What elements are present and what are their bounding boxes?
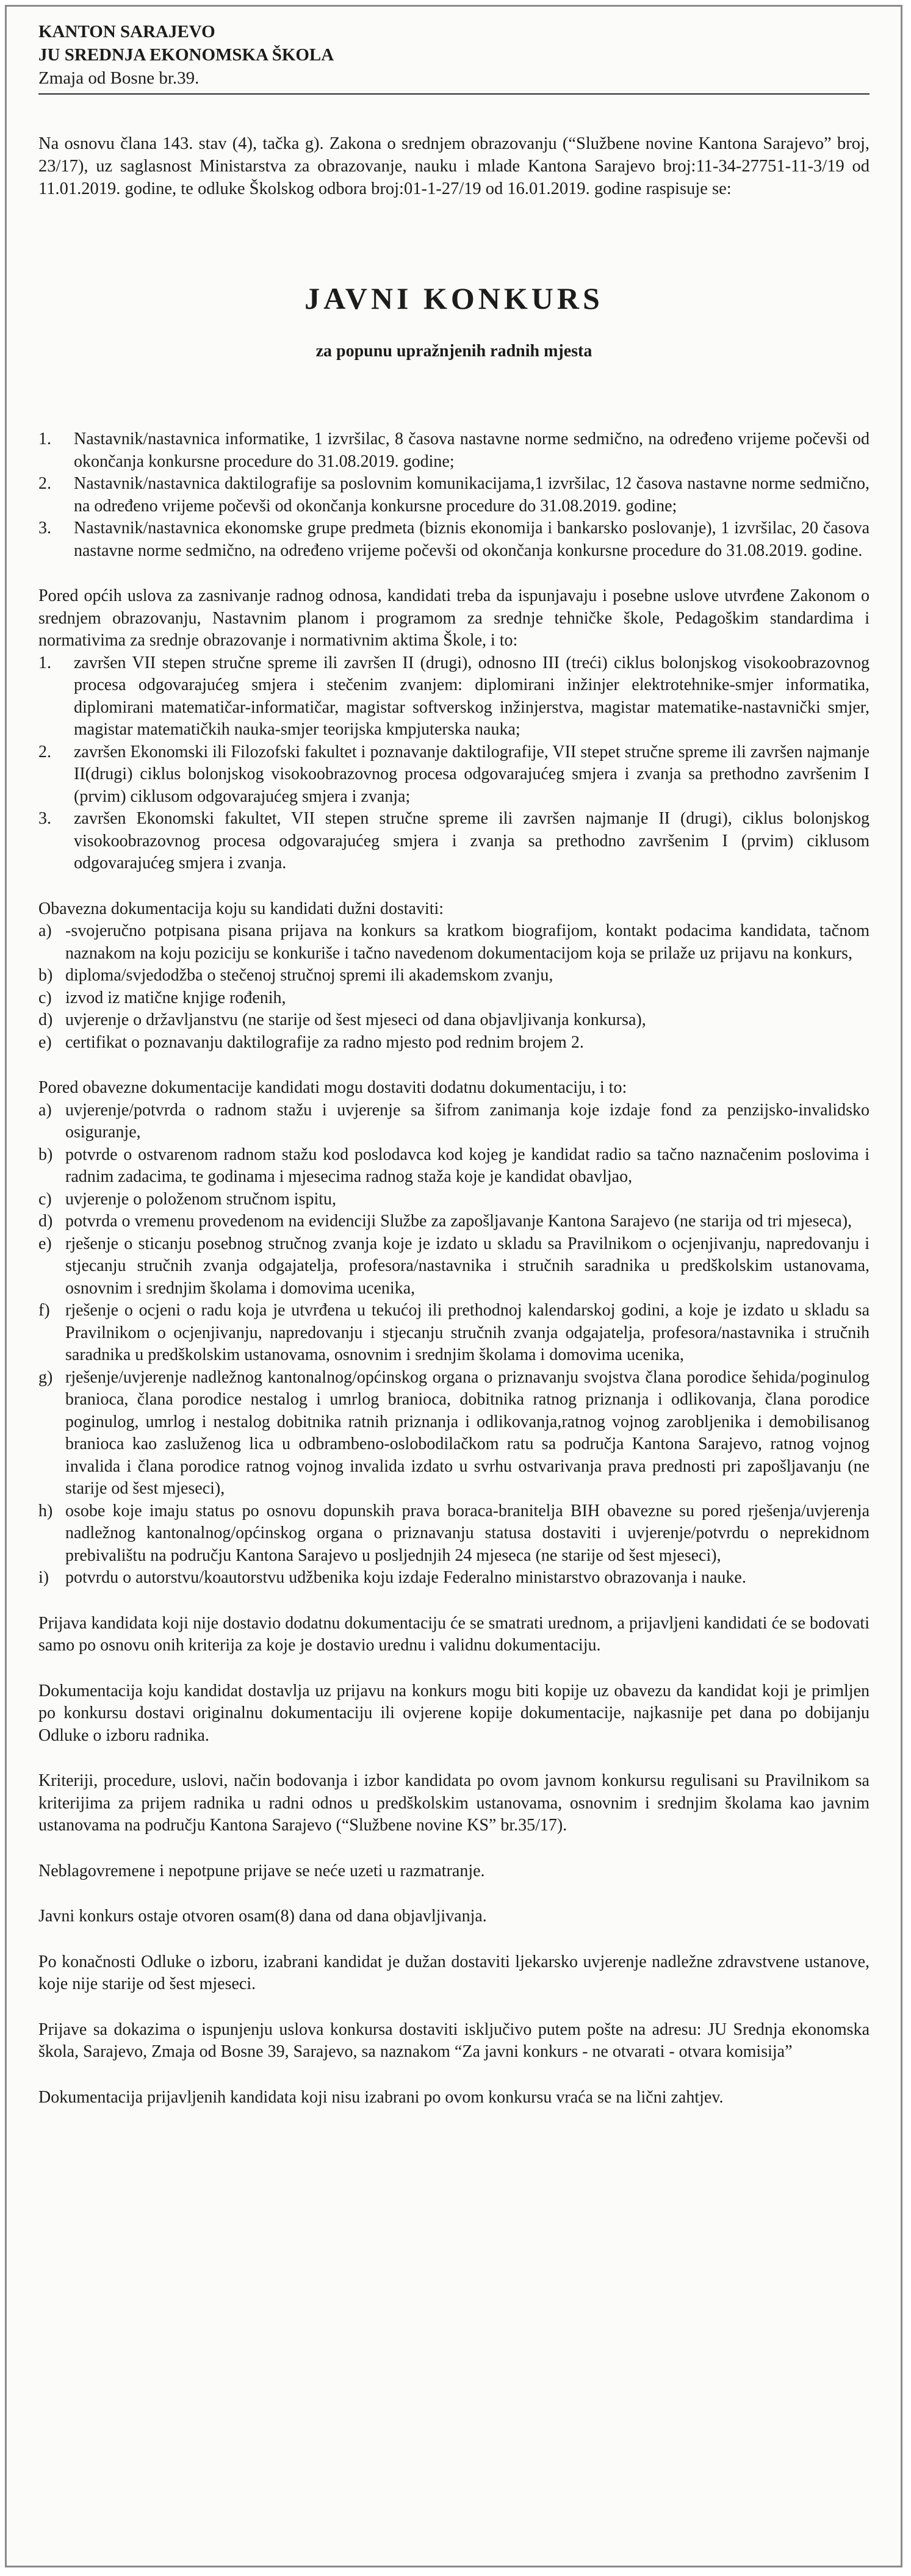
mandatory-doc-letter: c) [38, 988, 52, 1007]
document-header [38, 20, 870, 90]
additional-doc-letter: e) [38, 1234, 52, 1253]
condition-text: završen Ekonomski ili Filozofski fakultet i poznavanje daktilografije, VII stepet stručne spreme ili završen najmanje II(drugi) ciklus bolonjskog visokoobrazovnog procesa odgovarajućeg smjera i zvanja sa prethodno završenim I (prvim) ciklusom odgovarajućeg smjera i zvanja; [74, 742, 870, 806]
mandatory-doc-letter: d) [38, 1010, 53, 1029]
intro-paragraph: Na osnovu člana 143. stav (4), tačka g). Zakona o srednjem obrazovanju (“Službene novine Kantona Sarajevo” broj, 23/17), uz saglasnost Ministarstva za obrazovanje, nauku i mlade Kantona Sarajevo broj:11-34-27751-11-3/19 od 11.01.2019. godine, te odluke Školskog odbora broj:01-1-27/19 od 16.01.2019. godine raspisuje se: [38, 134, 870, 198]
additional-doc-letter: f) [38, 1301, 50, 1320]
notice-page [5, 5, 902, 2567]
position-text: Nastavnik/nastavnica daktilografije sa poslovnim komunikacijama,1 izvršilac, 12 časova nastavne norme sedmično, na određeno vrijeme počevši od okončanja konkursne procedure do 31.08.2019. godine; [74, 474, 870, 516]
mandatory-doc-item [38, 920, 870, 965]
school-name: JU SREDNJA EKONOMSKA ŠKOLA [38, 45, 334, 65]
condition-text: završen VII stepen stručne spreme ili završen II (drugi), odnosno III (treći) ciklus bolonjskog visokoobrazovnog procesa odgovarajućeg smjera i stečenim zvanjem: diplomirani inžinjer elektrotehnike-smjer informatika, diplomirani matematičar-informatičar, magistar softverskog inžinjerstva, magistar matematike-nastavnički smjer, magistar matematičkih nauka-smjer teorijska kmpjuterska nauka; [74, 653, 870, 739]
mandatory-doc-item [38, 965, 870, 987]
additional-doc-item [38, 1189, 870, 1211]
additional-doc-letter: b) [38, 1145, 53, 1164]
mandatory-doc-item [38, 987, 870, 1010]
additional-doc-text: uvjerenje/potvrda o radnom stažu i uvjerenje sa šifrom zanimanja koje izdaje fond za penzijsko-invalidsko osiguranje, [65, 1100, 870, 1142]
additional-docs-intro: Pored obavezne dokumentacije kandidati mogu dostaviti dodatnu dokumentaciju, i to: [38, 1078, 627, 1097]
paragraph-returned-documents: Dokumentacija prijavljenih kandidata koji nisu izabrani po ovom konkursu vraća se na lični zahtjev. [38, 2087, 724, 2107]
paragraph-submission-address: Prijave sa dokazima o ispunjenju uslova konkursa dostaviti isključivo putem pošte na adresu: JU Srednja ekonomska škola, Sarajevo, Zmaja od Bosne 39, Sarajevo, sa naznakom “Za javni konkurs - ne otvarati - otvara komisija” [38, 2020, 870, 2061]
position-text: Nastavnik/nastavnica informatike, 1 izvršilac, 8 časova nastavne norme sedmično, na određeno vrijeme počevši od okončanja konkursne procedure do 31.08.2019. godine; [74, 430, 870, 471]
paragraph-late-applications: Neblagovremene i nepotpune prijave se neće uzeti u razmatranje. [38, 1861, 485, 1880]
mandatory-doc-item [38, 1009, 870, 1032]
paragraph-duration: Javni konkurs ostaje otvoren osam(8) dana od dana objavljivanja. [38, 1907, 487, 1926]
additional-doc-item [38, 1367, 870, 1500]
canton-name: KANTON SARAJEVO [38, 22, 215, 41]
additional-doc-letter: a) [38, 1100, 52, 1120]
additional-docs-section [38, 1077, 870, 1589]
mandatory-doc-text: uvjerenje o državljanstvu (ne starije od šest mjeseci od dana objavljivanja konkursa), [65, 1010, 646, 1029]
additional-doc-letter: d) [38, 1212, 53, 1231]
notice-content [38, 20, 870, 2109]
school-address: Zmaja od Bosne br.39. [38, 68, 200, 88]
mandatory-doc-letter: b) [38, 966, 53, 985]
additional-doc-text: potvrda o vremenu provedenom na evidenciji Službe za zapošljavanje Kantona Sarajevo (ne starija od tri mjeseca), [65, 1212, 852, 1231]
additional-doc-item [38, 1211, 870, 1233]
position-number: 1. [38, 430, 51, 448]
conditions-intro: Pored općih uslova za zasnivanje radnog odnosa, kandidati treba da ispunjavaju i posebne uslove utvrđene Zakonom o srednjem obrazovanju, Nastavnim planom i programom za srednje tehničke škole, Pedagoškim standardima i normativima za srednje obrazovanje i normativnim aktima Škole, i to: [38, 586, 870, 650]
paragraph-copies: Dokumentacija koju kandidat dostavlja uz prijavu na konkurs mogu biti kopije uz obavezu da kandidat koji je primljen po konkursu dostavi originalnu dokumentaciju ili ovjerene kopije dokumentacije, najkasnije pet dana po dobijanju Odluke o izboru radnika. [38, 1681, 870, 1745]
additional-doc-item [38, 1300, 870, 1367]
additional-doc-text: uvjerenje o položenom stručnom ispitu, [65, 1189, 337, 1209]
additional-doc-letter: g) [38, 1367, 53, 1387]
condition-text: završen Ekonomski fakultet, VII stepen stručne spreme ili završen najmanje II (drugi), ciklus bolonjskog visokoobrazovnog procesa odgovarajućeg smjera i zvanja sa prethodno završenim I (prvim) ciklusom odgovarajućeg smjera i zvanja. [74, 809, 870, 872]
notice-title: JAVNI KONKURS [304, 281, 603, 315]
mandatory-doc-text: -svojeručno potpisana pisana prijava na konkurs sa kratkom biografijom, kontakt podacima kandidata, tačnom naznakom na koju poziciju se konkuriše i tačno navedenom dokumentacijom koja se prilaže uz prijavu na konkurs, [65, 921, 870, 963]
additional-doc-letter: c) [38, 1189, 52, 1209]
position-text: Nastavnik/nastavnica ekonomske grupe predmeta (biznis ekonomija i bankarsko poslovanje), 1 izvršilac, 20 časova nastavne norme sedmično, na određeno vrijeme počevši od okončanja konkursne procedure do 31.08.2019. godine. [74, 519, 870, 560]
additional-doc-item [38, 1099, 870, 1144]
conditions-section [38, 585, 870, 875]
additional-doc-letter: h) [38, 1501, 53, 1520]
additional-doc-text: potvrde o ostvarenom radnom stažu kod poslodavca kod kojeg je kandidat radio sa tačno naznačenim poslovima i radnim zadacima, te godinama i mjesecima radnog staža koje je kandidat obavljao, [65, 1145, 870, 1186]
additional-doc-text: rješenje/uvjerenje nadležnog kantonalnog/općinskog organa o priznavanju svojstva člana porodice šehida/poginulog branioca, člana porodice nestalog i umrlog branioca, dobitnika ratnog priznanja i odlikovanja, člana porodice poginulog, umrlog i nestalog dobitnika ratnih priznanja i odlikovanja,ratnog vojnog zarobljenika i demobilisanog branioca kao zasluženog lica u odbrambeno-oslobodilačkom ratu sa područja Kantona Sarajevo, ratnog vojnog invalida i člana porodice ratnog vojnog invalida izdato u svrhu ostvarivanja prava prednosti pri zapošljavanju (ne starije od šest mjeseci), [65, 1367, 870, 1498]
additional-doc-item [38, 1567, 870, 1589]
position-item [38, 517, 870, 562]
condition-number: 1. [38, 653, 51, 672]
position-number: 2. [38, 474, 51, 493]
notice-subtitle: za popunu upražnjenih radnih mjesta [315, 342, 592, 361]
condition-item [38, 652, 870, 741]
condition-number: 2. [38, 742, 51, 761]
mandatory-docs-section [38, 898, 870, 1054]
additional-doc-item [38, 1500, 870, 1567]
mandatory-doc-item [38, 1032, 870, 1054]
additional-doc-letter: i) [38, 1568, 49, 1587]
additional-doc-item [38, 1233, 870, 1300]
paragraph-incomplete-docs: Prijava kandidata koji nije dostavio dodatnu dokumentaciju će se smatrati urednom, a prijavljeni kandidati će se bodovati samo po osnovu onih kriterija za koje je dostavio urednu i validnu dokumentaciju. [38, 1613, 870, 1655]
mandatory-doc-text: izvod iz matične knjige rođenih, [65, 988, 286, 1007]
additional-doc-text: rješenje o sticanju posebnog stručnog zvanja koje je izdato u skladu sa Pravilnikom o ocjenjivanju, napredovanju i stjecanju stručnih zvanja odgajatelja, profesora/nastavnika i stručnih saradnika u predškolskim ustanovama, osnovnim i srednjim školama i domovima ucenika, [65, 1234, 870, 1298]
paragraph-criteria: Kriteriji, procedure, uslovi, način bodovanja i izbor kandidata po ovom javnom konkursu regulisani su Pravilnikom sa kriterijima za prijem radnika u radni odnos u predškolskim ustanovama, osnovnim i srednjim školama kao javnim ustanovama na području Kantona Sarajevo (“Službene novine KS” br.35/17). [38, 1771, 870, 1835]
condition-number: 3. [38, 809, 51, 828]
header-divider [38, 93, 870, 95]
positions-list [38, 428, 870, 562]
mandatory-docs-intro: Obavezna dokumentacija koju su kandidati dužni dostaviti: [38, 899, 444, 918]
mandatory-doc-text: diploma/svjedodžba o stečenoj stručnoj spremi ili akademskom zvanju, [65, 966, 553, 985]
additional-doc-item [38, 1144, 870, 1189]
mandatory-doc-letter: a) [38, 921, 52, 940]
additional-doc-text: rješenje o ocjeni o radu koja je utvrđena u tekućoj ili prethodnoj kalendarskoj godini, a koje je izdato u skladu sa Pravilnikom o ocjenjivanju, napredovanju i stjecanju stručnih zvanja odgajatelja, profesora/nastavnika i stručnih saradnika u predškolskim ustanovama, osnovnim i srednjim školama i domovima ucenika, [65, 1301, 870, 1364]
additional-doc-text: potvrdu o autorstvu/koautorstvu udžbenika koju izdaje Federalno ministarstvo obrazovanja i nauke. [65, 1568, 746, 1587]
position-item [38, 473, 870, 517]
additional-doc-text: osobe koje imaju status po osnovu dopunskih prava boraca-branitelja BIH obavezne su pored rješenja/uvjerenja nadležnog kantonalnog/općinskog organa o priznavanju statusa dostaviti i uvjerenje/potvrdu o neprekidnom prebivalištu na području Kantona Sarajevo u posljednjih 24 mjeseca (ne starije od šest mjeseci), [65, 1501, 870, 1565]
position-number: 3. [38, 519, 51, 538]
condition-item [38, 808, 870, 875]
paragraph-medical-certificate: Po konačnosti Odluke o izboru, izabrani kandidat je dužan dostaviti ljekarsko uvjerenje nadležne zdravstvene ustanove, koje nije starije od šest mjeseci. [38, 1952, 870, 1993]
position-item [38, 428, 870, 473]
condition-item [38, 741, 870, 808]
mandatory-doc-letter: e) [38, 1032, 52, 1052]
mandatory-doc-text: certifikat o poznavanju daktilografije za radno mjesto pod rednim brojem 2. [65, 1032, 584, 1052]
